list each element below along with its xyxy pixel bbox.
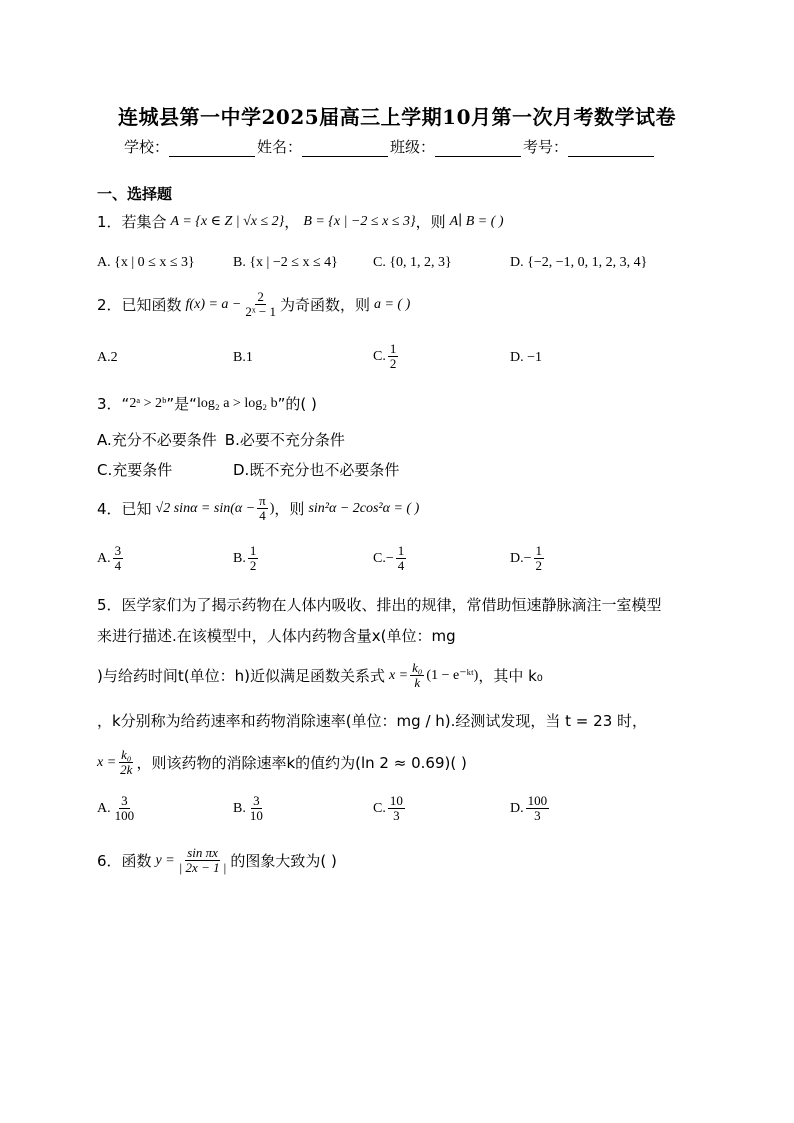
- q4-opt-c-sign: −: [385, 550, 394, 566]
- q4-option-b: [233, 544, 260, 574]
- q5-opt-c-num: 10: [389, 793, 403, 808]
- q2-option-c-label: C.: [373, 348, 386, 364]
- question-1: [97, 211, 504, 232]
- question-2: [97, 290, 410, 320]
- q2-fraction: [243, 290, 278, 320]
- q1-suffix: ，则: [415, 213, 446, 231]
- q4-opt-d-sign: −: [523, 550, 532, 566]
- q5-opt-c-label: C.: [373, 800, 386, 816]
- q2-ask: a = ( ): [373, 296, 411, 312]
- q4-opt-a-den: 4: [114, 558, 122, 574]
- q1-ask: A∣ B = ( ): [449, 214, 504, 229]
- q1-option-d: D. {−2, −1, 0, 1, 2, 3, 4}: [510, 255, 648, 270]
- q2-option-b: B.1: [233, 350, 253, 365]
- q4-opt-d-num: 1: [535, 543, 543, 558]
- q3-options-row-1: [97, 429, 345, 450]
- q2-option-c-den: 2: [389, 356, 397, 372]
- q4-pi-den: 4: [259, 508, 266, 524]
- q2-suffix: 为奇函数，则: [279, 296, 370, 315]
- q5-opt-c-frac: [388, 794, 405, 824]
- q3-option-d: D.既不充分也不必要条件: [233, 461, 400, 479]
- q4-mid: ，则: [274, 500, 305, 519]
- class-blank: [435, 140, 521, 157]
- q5-opt-a-den: 100: [114, 808, 135, 824]
- q4-option-c: [373, 544, 408, 574]
- q6-den: | 2x − 1 |: [178, 860, 227, 876]
- question-4: [97, 494, 419, 524]
- q4-prefix: 4．已知: [97, 500, 152, 519]
- q4-opt-c-frac: [396, 544, 407, 574]
- q5-opt-d-label: D.: [510, 800, 524, 816]
- q5-opt-a-frac: [113, 794, 137, 824]
- q4-opt-d-den: 2: [535, 558, 543, 574]
- q2-option-c-frac: [388, 342, 399, 372]
- q3-cond1: 2ᵃ > 2ᵇ: [129, 395, 167, 411]
- q4-opt-a-label: A.: [97, 550, 111, 566]
- q3-option-c: C.充要条件: [97, 461, 173, 479]
- q5-opt-d-num: 100: [527, 793, 548, 808]
- q5-line-4: ，k分别称为给药速率和药物消除速率(单位：mg / h).经测试发现，当 t = 23 时，: [97, 712, 648, 730]
- q4-opt-c-den: 4: [397, 558, 405, 574]
- name-blank: [302, 140, 388, 157]
- q5-opt-d-den: 3: [534, 808, 541, 824]
- q5-line3-b: x =: [388, 667, 409, 683]
- q5-opt-b-num: 3: [253, 793, 260, 808]
- q1-sep: ，: [284, 213, 300, 231]
- q3-option-a: A.充分不必要条件: [97, 431, 217, 449]
- q4-opt-b-den: 2: [249, 558, 257, 574]
- q2-func: f(x) = a −: [185, 296, 242, 312]
- q1-option-a: A. {x | 0 ≤ x ≤ 3}: [97, 255, 195, 270]
- q6-suffix: 的图象大致为( ): [230, 852, 337, 871]
- q1-option-b: B. {x | −2 ≤ x ≤ 4}: [233, 255, 338, 270]
- q5-line5-frac: [118, 748, 134, 778]
- q4-opt-c-label: C.: [373, 550, 386, 566]
- q4-opt-b-label: B.: [233, 550, 246, 566]
- q5-option-a: [97, 794, 138, 824]
- q1-set-a: A = {x ∈ Z | √x ≤ 2}: [170, 214, 285, 229]
- question-3: [97, 393, 317, 414]
- q4-opt-a-frac: [113, 544, 124, 574]
- q4-opt-d-frac: [534, 544, 545, 574]
- q4-pi-frac: [257, 494, 268, 524]
- class-label: 班级：: [390, 138, 436, 156]
- q4-ask: sin²α − 2cos²α = ( ): [308, 500, 420, 516]
- q5-line-3: [97, 661, 543, 691]
- q6-num: sin πx: [187, 845, 218, 860]
- q5-option-b: [233, 794, 267, 824]
- q5-line-1: 5．医学家们为了揭示药物在人体内吸收、排出的规律，常借助恒速静脉滴注一室模型: [97, 596, 662, 614]
- q5-line-5: [97, 748, 467, 778]
- question-6: [97, 846, 337, 876]
- q5-option-c: [373, 794, 407, 824]
- q1-option-c: C. {0, 1, 2, 3}: [373, 255, 452, 270]
- student-info-line: [124, 136, 656, 157]
- q1-prefix: 1．若集合: [97, 213, 167, 231]
- school-blank: [169, 140, 255, 157]
- q4-eq-close: ): [269, 500, 275, 516]
- q5-line3-d: ，其中 k₀: [478, 667, 543, 686]
- q5-line5-a: x =: [97, 754, 117, 770]
- q5-opt-d-frac: [526, 794, 550, 824]
- q5-line3-a: )与给药时间t(单位：h)近似满足函数关系式: [97, 667, 385, 686]
- q3-text-b: ”是“: [166, 395, 197, 413]
- q3-options-row-2: [97, 459, 399, 480]
- q4-option-a: [97, 544, 125, 574]
- q2-option-c: [373, 342, 400, 372]
- q5-opt-b-den: 10: [249, 808, 263, 824]
- q5-line3-frac: [410, 661, 424, 691]
- exam-number-label: 考号：: [523, 138, 569, 156]
- q5-opt-b-frac: [248, 794, 265, 824]
- school-label: 学校：: [124, 138, 170, 156]
- q4-equation: √2 sinα = sin(α −: [155, 500, 256, 516]
- q5-line3-c: (1 − e⁻ᵏᵗ): [426, 668, 479, 684]
- q2-frac-num: 2: [257, 289, 264, 304]
- q2-option-d: D. −1: [510, 350, 543, 365]
- section-heading: 一、选择题: [97, 185, 173, 203]
- q3-text-a: 3．“: [97, 395, 130, 413]
- q2-option-c-num: 1: [389, 341, 397, 356]
- q4-pi-num: π: [259, 493, 266, 508]
- q2-prefix: 2．已知函数: [97, 296, 182, 315]
- q5-opt-a-label: A.: [97, 800, 111, 816]
- q3-option-b: B.必要不充分条件: [224, 431, 345, 449]
- q5-line3-den: k: [414, 675, 421, 691]
- q2-frac-den: 2ˣ − 1: [245, 304, 276, 320]
- q5-line5-den: 2k: [120, 762, 133, 778]
- q5-line5-num: k₀: [121, 747, 132, 762]
- q5-opt-a-num: 3: [121, 793, 128, 808]
- exam-title: 连城县第一中学2025届高三上学期10月第一次月考数学试卷: [118, 105, 676, 129]
- q5-line-2: 来进行描述.在该模型中，人体内药物含量x(单位：mg: [97, 627, 456, 645]
- q4-opt-b-frac: [248, 544, 259, 574]
- q4-opt-a-num: 3: [114, 543, 122, 558]
- q5-line5-b: ，则该药物的消除速率k的值约为(ln 2 ≈ 0.69)( ): [136, 754, 467, 773]
- name-label: 姓名：: [257, 138, 303, 156]
- q3-cond2: log₂ a > log₂ b: [196, 395, 278, 411]
- q6-prefix: 6．函数: [97, 852, 152, 871]
- exam-number-blank: [568, 140, 654, 157]
- q6-lhs: y =: [155, 852, 175, 868]
- q1-set-b: B = {x | −2 ≤ x ≤ 3}: [303, 213, 416, 229]
- q6-fraction: [177, 846, 229, 876]
- q5-opt-c-den: 3: [393, 808, 400, 824]
- q3-text-c: ”的( ): [277, 395, 317, 413]
- q4-opt-c-num: 1: [397, 543, 405, 558]
- q4-opt-d-label: D.: [510, 550, 524, 566]
- q2-option-a: A.2: [97, 350, 118, 365]
- q5-opt-b-label: B.: [233, 800, 246, 816]
- q4-option-d: [510, 544, 546, 574]
- q4-opt-b-num: 1: [249, 543, 257, 558]
- q5-option-d: [510, 794, 551, 824]
- q5-line3-num: k₀: [412, 660, 423, 675]
